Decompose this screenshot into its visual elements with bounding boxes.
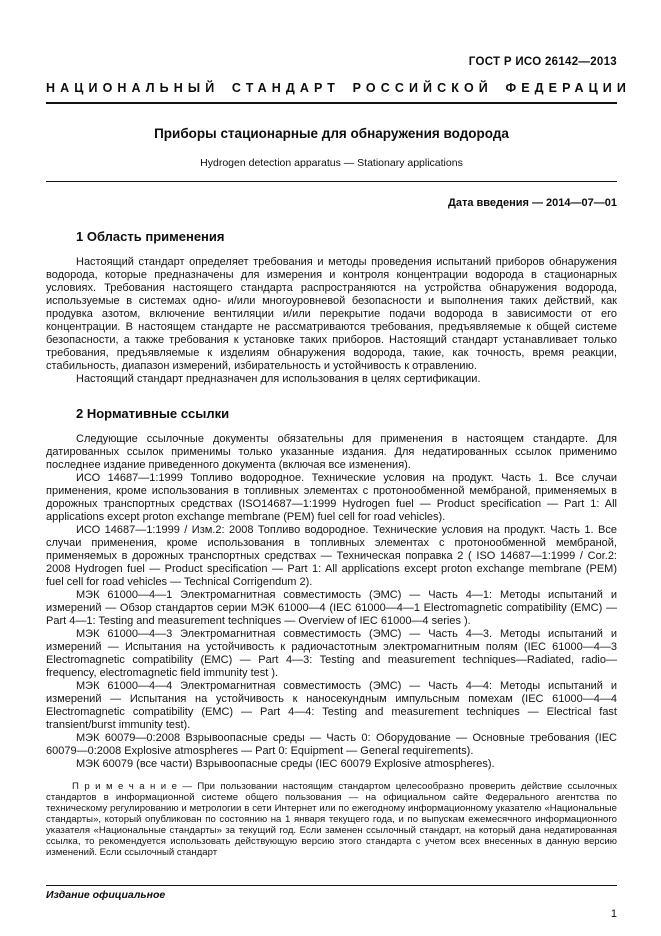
reference-paragraph: МЭК 60079—0:2008 Взрывоопасные среды — Часть 0: Оборудование — Основные требования (IEC 60079—0:2008 Explosive atmospheres — Part 0: Equipment — General requirements).: [46, 732, 617, 757]
reference-paragraph: ИСО 14687—1:1999 / Изм.2: 2008 Топливо водородное. Технические условия на продукт. Часть 1. Все случаи применения, кроме использования в топливных элементах с протонообменной мембраной, применяемых в дорожных транспортных средствах — Техническая поправка 2 ( ISO 14687—1:1999 / Cor.2: 2008 Hydrogen fuel — Product specification — Part 1: All applications except proton exchange membrane (PEM) fuel cell for road vehicles — Technical Corrigendum 2).: [46, 524, 617, 588]
section-1-heading: 1 Область применения: [76, 229, 225, 244]
edition-label: Издание официальное: [46, 889, 166, 901]
doc-subtitle-english: Hydrogen detection apparatus — Stationary applications: [200, 157, 463, 169]
doc-code: ГОСТ Р ИСО 26142—2013: [468, 56, 617, 68]
paragraph: Настоящий стандарт определяет требования и методы проведения испытаний приборов обнаружения водорода, которые предназначены для измерения и контроля концентрации водорода в стационарных условиях. Требования настоящего стандарта распространяются на устройства обнаружения водорода, используемые в системах одно- и/или многоуровневой безопасности и выполнения таких действий, как продувка азотом, включение вентиляции и/или перекрытие подачи водорода в зависимости от его концентрации. В настоящем стандарте не рассматриваются требования, предъявляемые к общей системе безопасности, а также требования к установке таких приборов. Настоящий стандарт устанавливает только требования, предъявляемые к изделиям обнаружения водорода, такие, как точность, время реакции, стабильность, диапазон измерений, избирательность и устойчивость к отравлению.: [46, 256, 617, 372]
section-2-heading: 2 Нормативные ссылки: [76, 406, 230, 421]
title-divider: [46, 181, 617, 182]
note-text: П р и м е ч а н и е — При пользовании настоящим стандартом целесообразно проверить действие ссылочных стандартов в информационной системе общего пользования — на официальном сайте Федерального агентства по техническому регулированию и метрологии в сети Интернет или по ежегодному информационному указателю «Национальные стандарты», который опубликован по состоянию на 1 января текущего года, и по выпускам ежемесячного информационного указателя «Национальные стандарты» за текущий год. Если заменен ссылочный стандарт, на который дана недатированная ссылка, то рекомендуется использовать действующую версию этого стандарта с учетом всех внесенных в данную версию изменений. Если ссылочный стандарт: [46, 781, 617, 858]
footer-divider: [46, 885, 617, 886]
banner-divider: [46, 102, 617, 104]
effective-date: Дата введения — 2014—07—01: [448, 197, 617, 209]
reference-paragraph: МЭК 61000—4—1 Электромагнитная совместимость (ЭМС) — Часть 4—1: Методы испытаний и измерений — Обзор стандартов серии МЭК 61000—4 (IEC 61000—4—1 Electromagnetic compatibility (EMC) — Part 4—1: Testing and measurement techniques — Overview of IEC 61000—4 series ).: [46, 589, 617, 627]
page-number: 1: [610, 908, 617, 920]
reference-paragraph: МЭК 61000—4—3 Электромагнитная совместимость (ЭМС) — Часть 4—3. Методы испытаний и измерений — Испытания на устойчивость к радиочастотным электромагнитным полям (IEC 61000—4—3 Electromagnetic compatibility (EMC) — Part 4—3: Testing and measurement techniques—Radiated, radio—frequency, electromagnetic field immunity test ).: [46, 628, 617, 679]
reference-paragraph: МЭК 61000—4—4 Электромагнитная совместимость (ЭМС) — Часть 4—4: Методы испытаний и измерений — Испытания на устойчивость к наносекундным импульсным помехам (IEC 61000—4—4 Electromagnetic compatibility (EMC) — Part 4—4: Testing and measurement techniques — Electrical fast transient/burst immunity test).: [46, 680, 617, 731]
reference-paragraph: МЭК 60079 (все части) Взрывоопасные среды (IEC 60079 Explosive atmospheres).: [76, 758, 495, 770]
doc-title: Приборы стационарные для обнаружения водорода: [154, 126, 509, 141]
page-footer: [46, 885, 617, 920]
national-standard-banner: НАЦИОНАЛЬНЫЙ СТАНДАРТ РОССИЙСКОЙ ФЕДЕРАЦИИ: [46, 81, 631, 95]
paragraph: Следующие ссылочные документы обязательны для применения в настоящем стандарте. Для датированных ссылок применимы только указанные издания. Для недатированных ссылок применимо последнее издание приведенного документа (включая все изменения).: [46, 433, 617, 471]
reference-paragraph: ИСО 14687—1:1999 Топливо водородное. Технические условия на продукт. Часть 1. Все случаи применения, кроме использования в топливных элементах с протонообменной мембраной, применяемых в дорожных транспортных средствах (ISO14687—1:1999 Hydrogen fuel — Product specification — Part 1: All applications except proton exchange membrane (PEM) fuel cell for road vehicles).: [46, 472, 617, 523]
paragraph: Настоящий стандарт предназначен для использования в целях сертификации.: [76, 373, 481, 385]
